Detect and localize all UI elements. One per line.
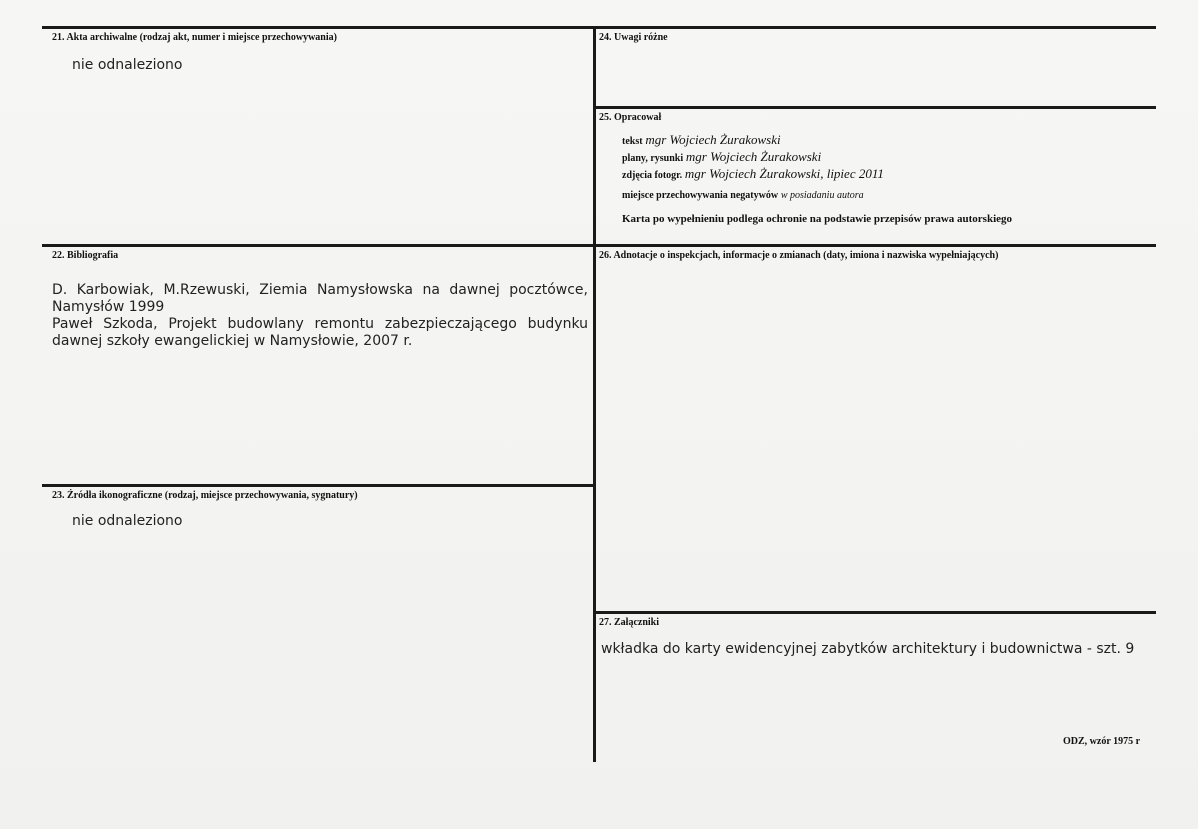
author-photos-value: mgr Wojciech Żurakowski, lipiec 2011 — [684, 166, 884, 181]
section-27-text: wkładka do karty ewidencyjnej zabytków architektury i budownictwa - szt. 9 — [601, 641, 1135, 657]
author-text-row — [622, 132, 781, 148]
rule-top — [42, 26, 1156, 29]
author-text-value: mgr Wojciech Żurakowski — [645, 132, 781, 147]
section-26-label: 26. Adnotacje o inspekcjach, informacje o zmianach (daty, imiona i nazwiska wypełniających) — [599, 250, 999, 261]
author-photos-row — [622, 166, 884, 182]
rule-center — [593, 26, 596, 762]
section-23-label: 23. Źródła ikonograficzne (rodzaj, miejsce przechowywania, sygnatury) — [52, 490, 358, 501]
negatives-key: miejsce przechowywania negatywów — [622, 190, 779, 201]
section-22-label: 22. Bibliografia — [52, 250, 119, 261]
section-25-label: 25. Opracował — [599, 112, 662, 123]
section-21-label: 21. Akta archiwalne (rodzaj akt, numer i miejsce przechowywania) — [52, 32, 337, 43]
section-27-label: 27. Załączniki — [599, 617, 660, 628]
author-plans-key: plany, rysunki — [622, 153, 684, 164]
bibliography-entry-2: Paweł Szkoda, Projekt budowlany remontu zabezpieczającego budynku dawnej szkoły ewangelickiej w Namysłowie, 2007 r. — [52, 316, 588, 349]
author-text-key: tekst — [622, 136, 643, 147]
author-plans-value: mgr Wojciech Żurakowski — [685, 149, 822, 164]
rule-24-25 — [593, 106, 1156, 109]
author-photos-key: zdjęcia fotogr. — [622, 170, 683, 181]
rule-22-26 — [42, 244, 1156, 247]
negatives-row — [622, 189, 864, 201]
copyright-note: Karta po wypełnieniu podlega ochronie na podstawie przepisów prawa autorskiego — [622, 213, 1013, 225]
author-plans-row — [622, 149, 821, 165]
bibliography-entry-1: D. Karbowiak, M.Rzewuski, Ziemia Namysłowska na dawnej pocztówce, Namysłów 1999 — [52, 282, 588, 315]
section-23-text: nie odnaleziono — [72, 513, 183, 529]
rule-23 — [42, 484, 595, 487]
negatives-value: w posiadaniu autora — [780, 190, 864, 201]
section-24-label: 24. Uwagi różne — [599, 32, 668, 43]
form-version: ODZ, wzór 1975 r — [1063, 736, 1141, 747]
rule-27 — [593, 611, 1156, 614]
section-21-text: nie odnaleziono — [72, 57, 183, 73]
